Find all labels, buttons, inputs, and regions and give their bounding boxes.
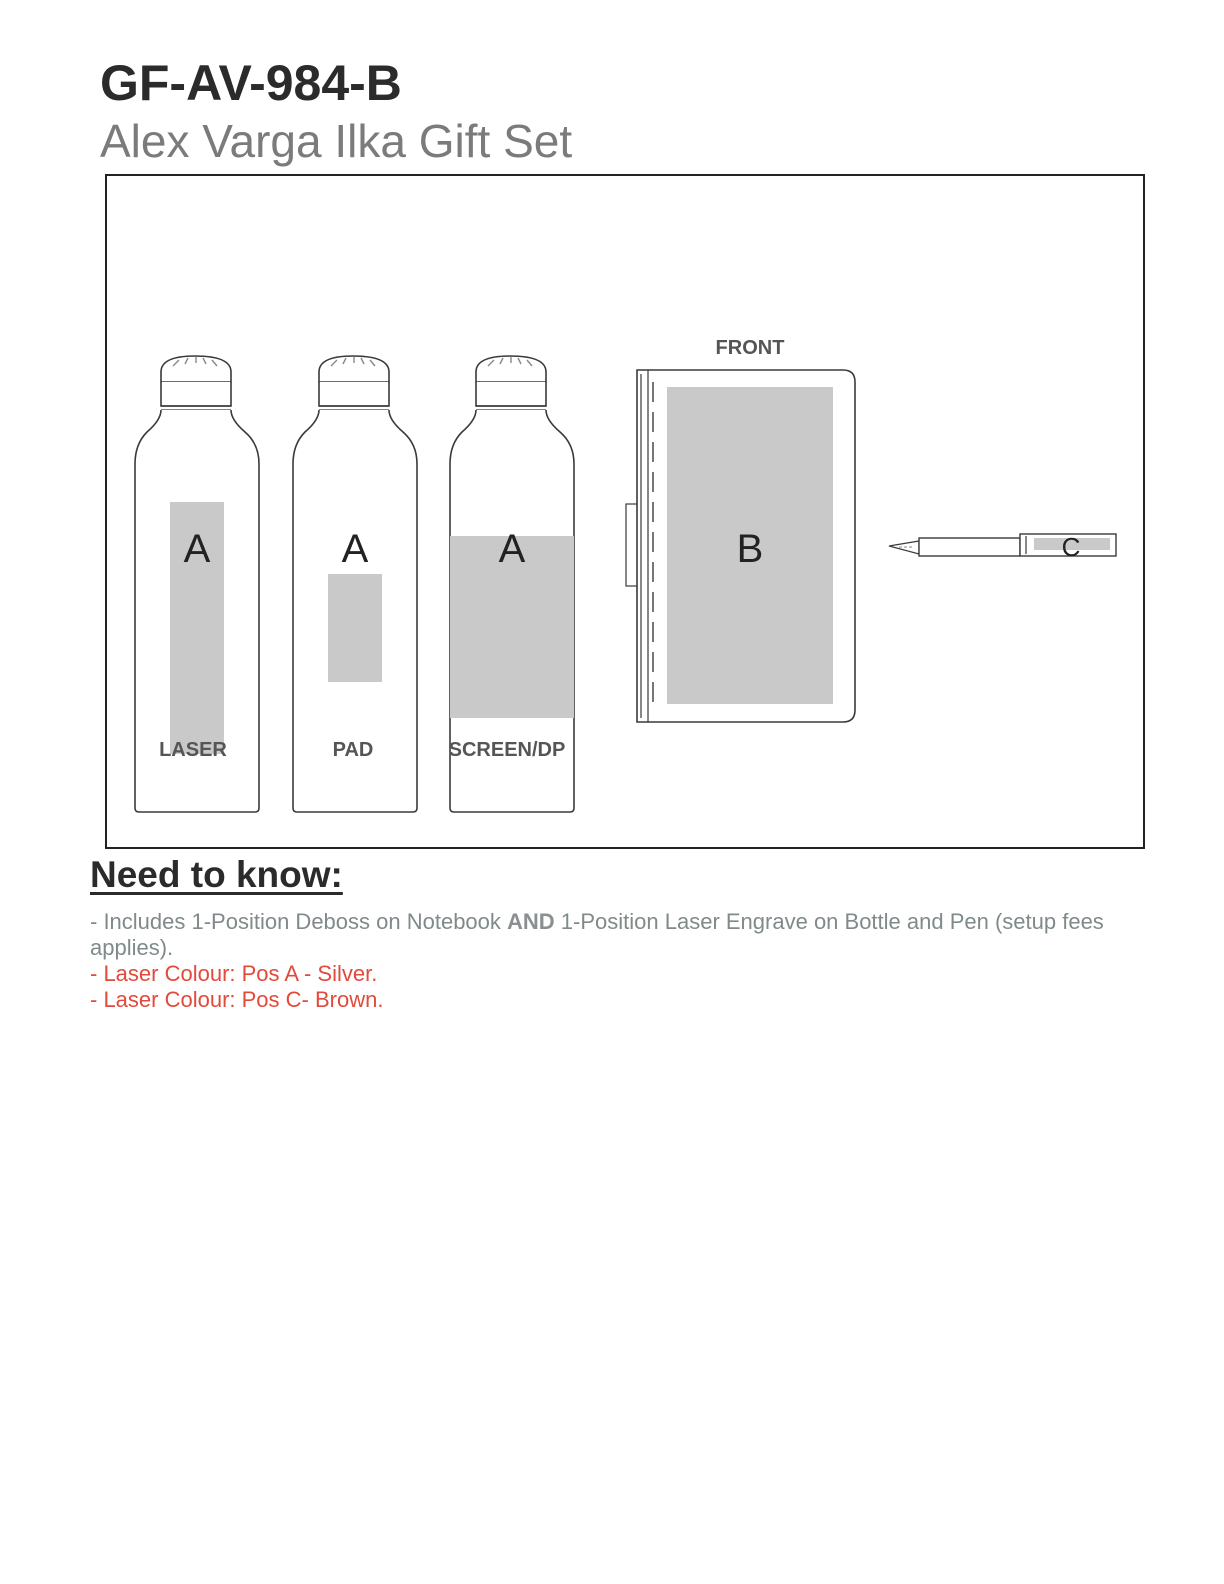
artwork-drawing (107, 176, 1143, 847)
note-deboss-post: 1-Position Laser Engrave on Bottle and Pen (setup fees applies). (90, 909, 1104, 960)
notebook-label: FRONT (715, 337, 785, 359)
note-deboss (90, 909, 1150, 961)
bottle-2-position: A (341, 527, 369, 571)
product-code: GF-AV-984-B (100, 55, 402, 111)
notes-list (90, 909, 1150, 1013)
note-deboss-bold: AND (507, 909, 555, 934)
notebook (626, 337, 855, 722)
note-laser-colour-c: - Laser Colour: Pos C- Brown. (90, 987, 384, 1012)
bottle-1-label: LASER (159, 739, 227, 761)
note-laser-colour-a: - Laser Colour: Pos A - Silver. (90, 961, 378, 986)
need-to-know-title: Need to know: (90, 854, 343, 895)
print-area-a-pad (328, 574, 382, 682)
bottle-2-label: PAD (332, 739, 374, 761)
bottle-1-position: A (183, 527, 211, 571)
note-deboss-pre: - Includes 1-Position Deboss on Notebook (90, 909, 508, 934)
artwork-panel (105, 174, 1145, 849)
product-name: Alex Varga Ilka Gift Set (100, 115, 573, 167)
bottle-3-label: SCREEN/DP (448, 739, 566, 761)
pen-position: C (1061, 532, 1081, 562)
pen (889, 532, 1116, 562)
bottle-3-position: A (498, 527, 526, 571)
notebook-position: B (736, 527, 764, 571)
